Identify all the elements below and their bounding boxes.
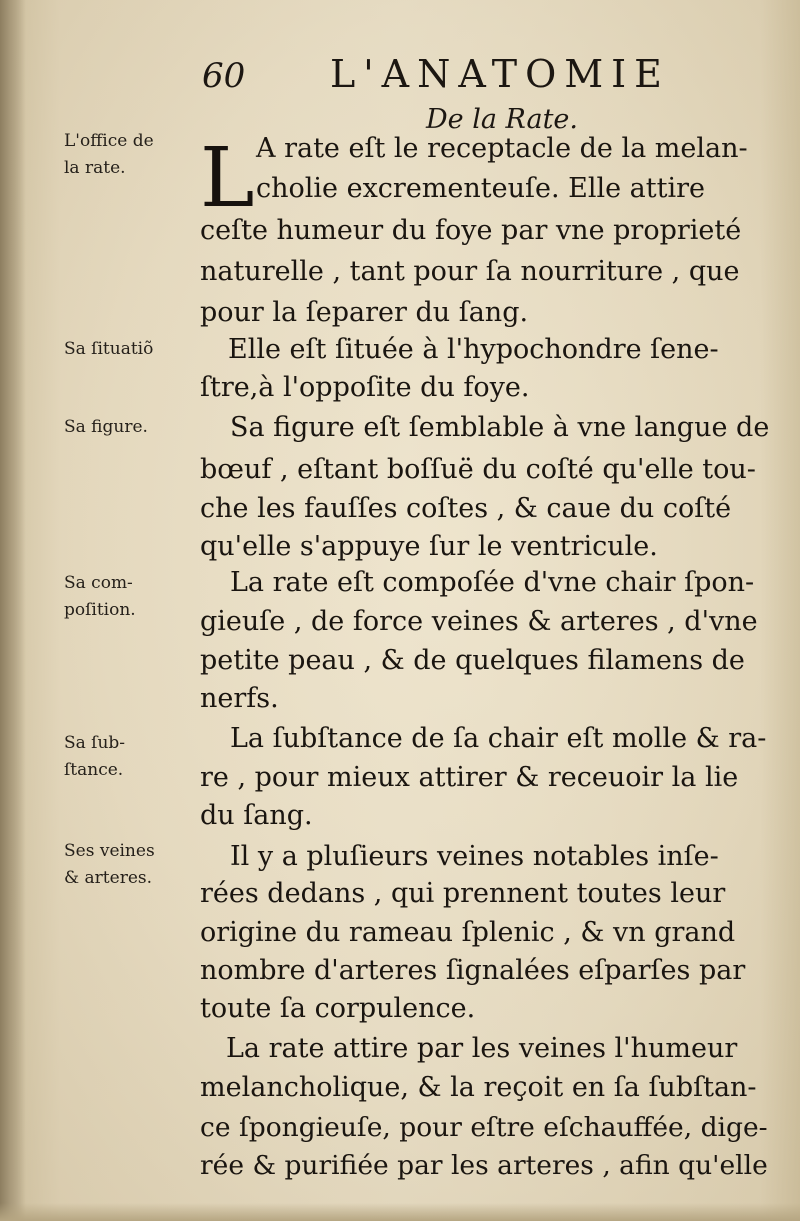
text-line: A rate eſt le receptacle de la melan- xyxy=(256,133,748,164)
text-line: La ſubſtance de ſa chair eſt molle & ra- xyxy=(230,723,767,754)
text-line: La rate eſt compoſée d'vne chair ſpon- xyxy=(230,567,755,598)
text-line: ſtre,à l'oppoſite du foye. xyxy=(200,372,530,403)
text-line: petite peau , & de quelques filamens de xyxy=(200,645,745,676)
text-line: cholie excrementeuſe. Elle attire xyxy=(256,173,705,204)
text-line: gieuſe , de force veines & arteres , d'vne xyxy=(200,606,758,637)
text-line: naturelle , tant pour ſa nourriture , que xyxy=(200,256,740,287)
margin-note-composition: Sa com- poſition. xyxy=(64,573,136,620)
text-line: toute ſa corpulence. xyxy=(200,993,476,1024)
text-line: ce ſpongieuſe, pour eſtre eſchauffée, dige- xyxy=(200,1112,768,1143)
page-number: 60 xyxy=(202,56,246,96)
text-line: qu'elle s'appuye ſur le ventricule. xyxy=(200,531,658,562)
margin-note-situation: Sa ſituatiõ xyxy=(64,339,154,359)
page-bottom-edge xyxy=(0,1203,800,1221)
text-line: La rate attire par les veines l'humeur xyxy=(226,1033,738,1064)
margin-note-veines: Ses veines & arteres. xyxy=(64,841,155,888)
text-line: origine du rameau ſplenic , & vn grand xyxy=(200,917,736,948)
section-title: De la Rate. xyxy=(426,104,578,135)
margin-note-office: L'office de la rate. xyxy=(64,131,154,178)
page-header xyxy=(196,52,756,100)
text-line: Il y a pluſieurs veines notables inſe- xyxy=(230,841,719,872)
text-line: bœuf , eſtant boſſuë du coſté qu'elle tou- xyxy=(200,454,756,485)
text-line: du ſang. xyxy=(200,800,313,831)
text-line: nombre d'arteres ſignalées eſparſes par xyxy=(200,955,746,986)
margin-note-substance: Sa ſub- ſtance. xyxy=(64,733,126,780)
text-line: che les fauſſes coſtes , & caue du coſté xyxy=(200,493,732,524)
text-line: Sa figure eſt ſemblable à vne langue de xyxy=(230,412,770,443)
text-line: re , pour mieux attirer & receuoir la lie xyxy=(200,762,739,793)
drop-cap: L xyxy=(200,131,255,226)
text-line: ceſte humeur du foye par vne proprieté xyxy=(200,215,742,246)
text-line: rées dedans , qui prennent toutes leur xyxy=(200,878,726,909)
text-line: pour la ſeparer du ſang. xyxy=(200,297,529,328)
text-line: rée & purifiée par les arteres , afin qu'elle xyxy=(200,1150,768,1181)
page-gutter-shadow xyxy=(0,0,26,1221)
text-line: Elle eſt ſituée à l'hypochondre ſene- xyxy=(228,334,719,365)
margin-note-figure: Sa figure. xyxy=(64,417,148,437)
running-head: L'ANATOMIE xyxy=(330,52,670,96)
text-line: nerfs. xyxy=(200,683,279,714)
text-line: melancholique, & la reçoit en ſa ſubſtan- xyxy=(200,1072,757,1103)
